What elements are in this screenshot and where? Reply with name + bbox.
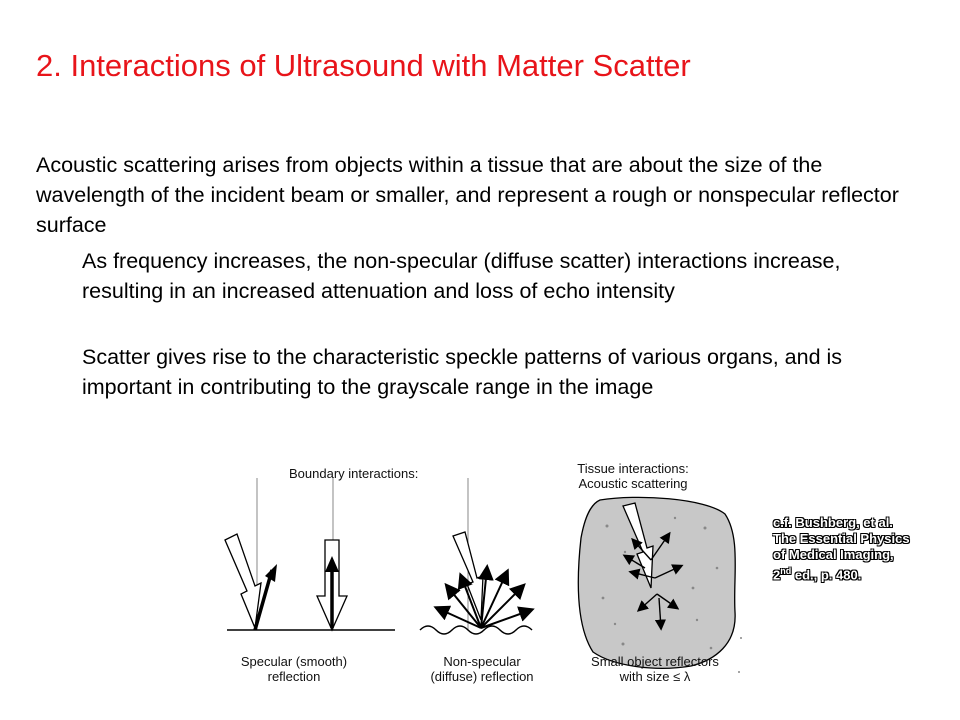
tissue-region — [578, 497, 735, 668]
boundary-heading: Boundary interactions: — [289, 466, 419, 481]
diffuse-reflection-arrows — [437, 568, 531, 628]
bullet-frequency: As frequency increases, the non-specular (diffuse scatter) interactions increase, resulting in an increased attenuation and loss of echo intensity — [82, 249, 841, 303]
citation: c.f. Bushberg, et al. The Essential Physics of Medical Imaging, 2nd ed., p. 480. — [773, 515, 910, 583]
tissue-heading: Tissue interactions: Acoustic scattering — [577, 461, 689, 491]
rough-surface — [420, 626, 532, 634]
incident-beam-arrow — [225, 534, 261, 628]
specular-panel — [225, 478, 395, 630]
intro-paragraph: Acoustic scattering arises from objects within a tissue that are about the size of the wavelength of the incident beam or smaller, and represent a rough or nonspecular reflector surface — [36, 153, 899, 237]
tissue-panel — [578, 497, 735, 668]
caption-nonspecular: Non-specular (diffuse) reflection — [430, 654, 534, 684]
slide-title: 2. Interactions of Ultrasound with Matter Scatter — [36, 48, 691, 83]
bullet-speckle: Scatter gives rise to the characteristic speckle patterns of various organs, and is important in contributing to the grayscale range in the image — [82, 345, 843, 399]
nonspecular-panel — [420, 478, 532, 634]
scattering-figure — [205, 448, 745, 698]
caption-small-reflectors: Small object reflectors with size ≤ λ — [591, 654, 719, 684]
caption-specular: Specular (smooth) reflection — [240, 654, 348, 684]
